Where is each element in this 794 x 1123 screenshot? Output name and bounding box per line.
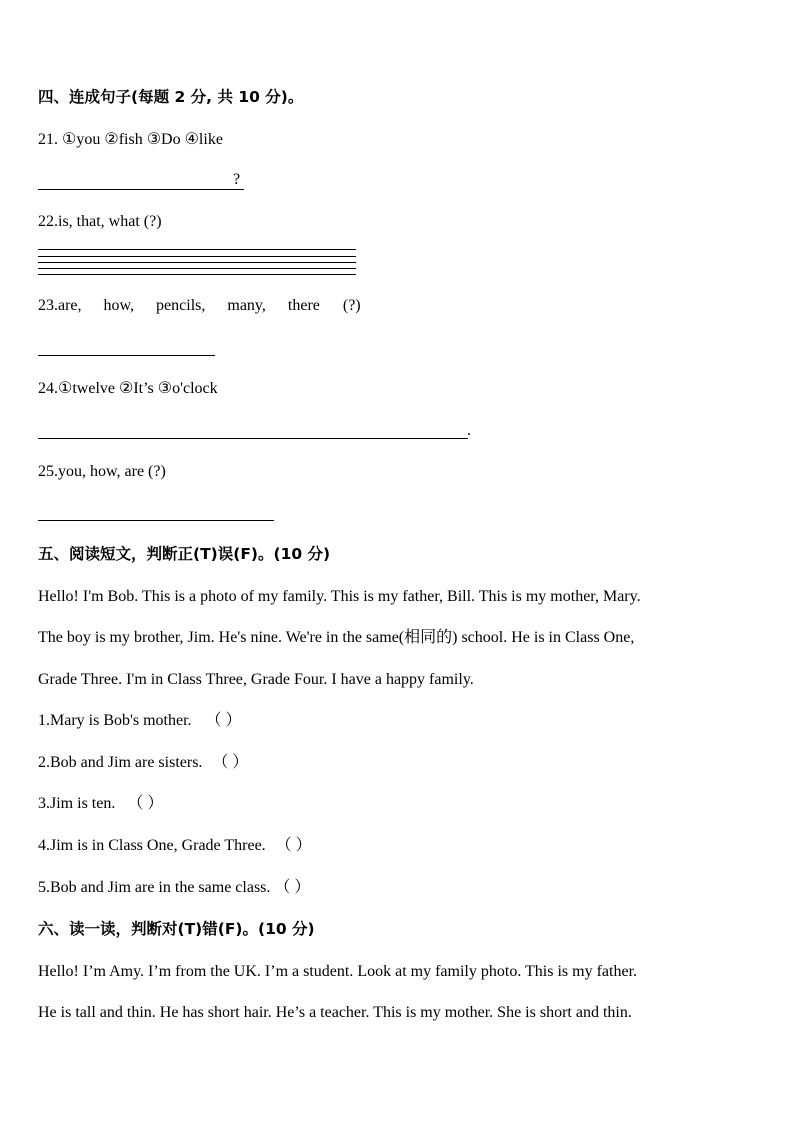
passage-5-line-3: Grade Three. I'm in Class Three, Grade Four. I have a happy family. (38, 671, 474, 688)
answer-bracket[interactable]: （ ） (275, 837, 312, 854)
tf-question-4 (38, 836, 312, 856)
question-25-prompt: 25.you, how, are (?) (38, 463, 166, 480)
question-23-number: 23. (38, 297, 58, 314)
section-6-heading: 六、读一读，判断对(T)错(F)。(10 分) (38, 920, 315, 938)
tf-question-5 (38, 878, 310, 898)
passage-5-line-2: The boy is my brother, Jim. He's nine. We're in the same(相同的) school. He is in Class One, (38, 629, 635, 646)
tf-question-text: 4.Jim is in Class One, Grade Three. (38, 837, 266, 854)
q23-word: many, (227, 297, 266, 314)
question-22-prompt: 22.is, that, what (?) (38, 213, 162, 230)
answer-line-22a[interactable] (38, 249, 356, 250)
answer-line-21[interactable] (38, 189, 244, 190)
section-5-heading: 五、阅读短文，判断正(T)误(F)。(10 分) (38, 545, 331, 563)
answer-line-22d[interactable] (38, 268, 356, 269)
answer-bracket[interactable]: （ ） (127, 795, 164, 812)
question-24-prompt: 24.①twelve ②It’s ③o'clock (38, 380, 218, 397)
answer-line-25[interactable] (38, 520, 274, 521)
section-4-heading: 四、连成句子(每题 2 分, 共 10 分)。 (38, 88, 304, 106)
answer-bracket[interactable]: （ ） (212, 754, 249, 771)
passage-5-line-1: Hello! I'm Bob. This is a photo of my family. This is my father, Bill. This is my mother, Mary. (38, 588, 641, 605)
q23-word: how, (103, 297, 135, 314)
question-21-prompt: 21. ①you ②fish ③Do ④like (38, 131, 223, 148)
question-23-prompt (38, 296, 361, 316)
tf-question-3 (38, 794, 163, 814)
tf-question-text: 1.Mary is Bob's mother. (38, 712, 192, 729)
answer-line-22c[interactable] (38, 262, 356, 263)
tf-question-text: 3.Jim is ten. (38, 795, 116, 812)
q23-word: pencils, (156, 297, 206, 314)
tf-question-text: 5.Bob and Jim are in the same class. (38, 879, 271, 896)
passage-6-line-1: Hello! I’m Amy. I’m from the UK. I’m a student. Look at my family photo. This is my father. (38, 963, 638, 980)
answer-line-22e[interactable] (38, 274, 356, 275)
question-24-end-mark: . (467, 422, 471, 439)
answer-line-22b[interactable] (38, 256, 356, 257)
question-21-end-mark: ? (233, 171, 241, 188)
answer-line-24[interactable] (38, 438, 468, 439)
answer-bracket[interactable]: （ ） (205, 712, 242, 729)
tf-question-1 (38, 711, 242, 731)
answer-bracket[interactable]: （ ） (274, 879, 311, 896)
q23-word: are, (58, 297, 82, 314)
q23-word: there (287, 297, 320, 314)
answer-line-23[interactable] (38, 355, 215, 356)
tf-question-2 (38, 753, 248, 773)
passage-6-line-2: He is tall and thin. He has short hair. He’s a teacher. This is my mother. She is short and thin. (38, 1004, 632, 1021)
q23-word: (?) (342, 297, 361, 314)
tf-question-text: 2.Bob and Jim are sisters. (38, 754, 203, 771)
